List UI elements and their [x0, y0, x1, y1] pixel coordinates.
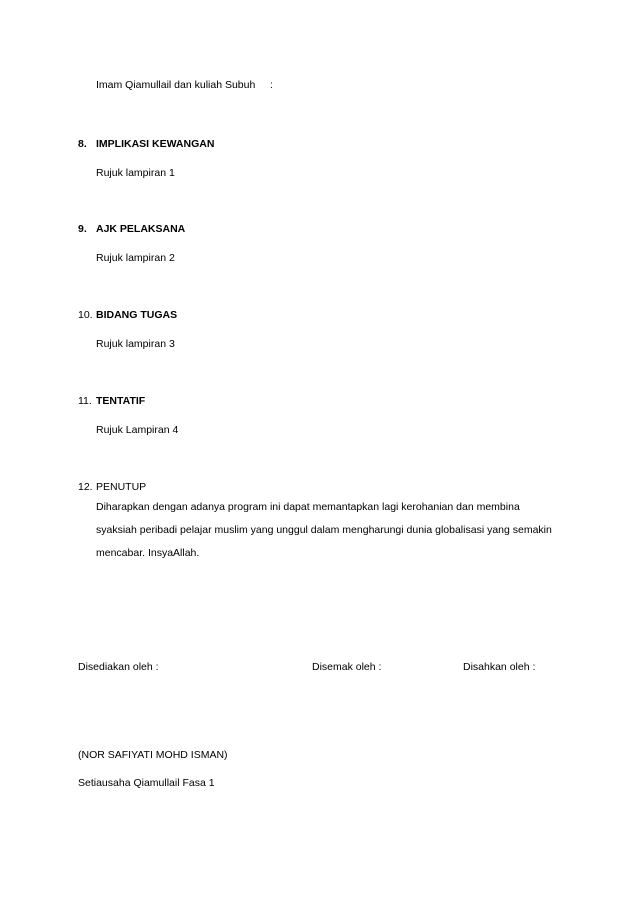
section-title: IMPLIKASI KEWANGAN [96, 138, 215, 150]
closing-line: Diharapkan dengan adanya program ini dapat memantapkan lagi kerohanian dan membina [96, 501, 520, 513]
section-title: BIDANG TUGAS [96, 309, 178, 321]
approved-by-label: Disahkan oleh : [463, 661, 536, 673]
section-title: TENTATIF [96, 395, 146, 407]
signer-name: (NOR SAFIYATI MOHD ISMAN) [78, 749, 228, 761]
section-number: 11. [78, 395, 92, 407]
section-body: Rujuk lampiran 1 [96, 167, 175, 179]
intro-label: Imam Qiamullail dan kuliah Subuh [96, 79, 256, 91]
section-body: Rujuk lampiran 3 [96, 338, 175, 350]
closing-line: syaksiah peribadi pelajar muslim yang unggul dalam mengharungi dunia globalisasi yang semakin [96, 524, 552, 536]
closing-number: 12. [78, 481, 93, 493]
closing-title: PENUTUP [96, 481, 147, 493]
section-title: AJK PELAKSANA [96, 223, 186, 235]
section-number: 10. [78, 309, 93, 321]
section-number: 8. [78, 138, 87, 150]
reviewed-by-label: Disemak oleh : [312, 661, 382, 673]
prepared-by-label: Disediakan oleh : [78, 661, 159, 673]
section-number: 9. [78, 223, 87, 235]
signer-title: Setiausaha Qiamullail Fasa 1 [78, 777, 215, 789]
section-body: Rujuk Lampiran 4 [96, 424, 179, 436]
section-body: Rujuk lampiran 2 [96, 252, 175, 264]
closing-line: mencabar. InsyaAllah. [96, 547, 200, 559]
intro-colon: : [270, 79, 273, 91]
